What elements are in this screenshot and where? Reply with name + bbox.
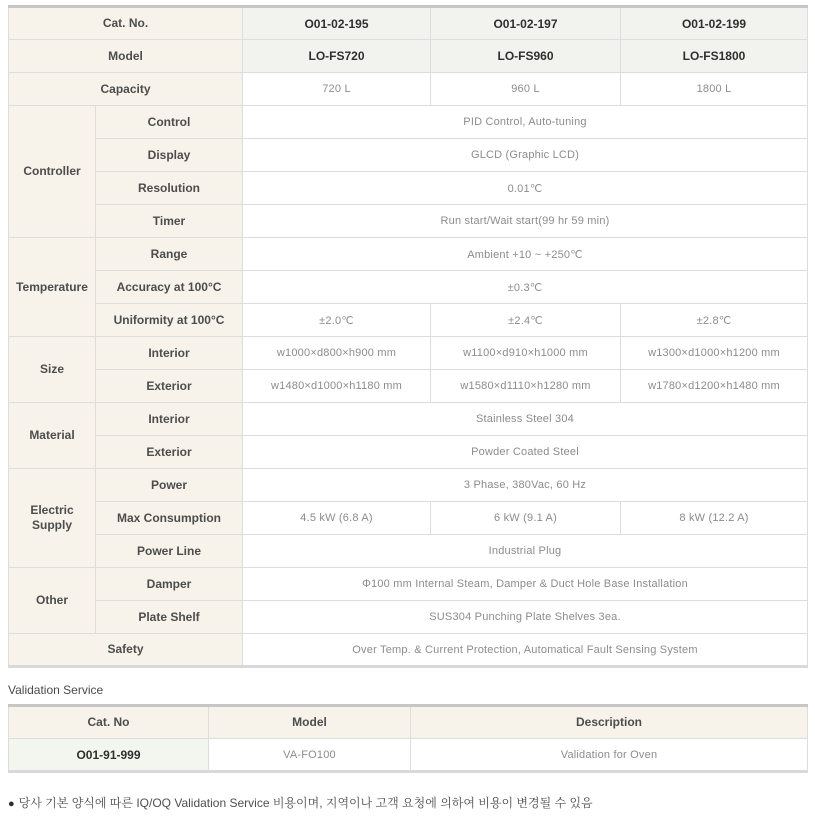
validation-header-description: Description: [411, 706, 808, 739]
power-line-value: Industrial Plug: [243, 535, 808, 568]
uniformity-value-3: ±2.8℃: [621, 304, 808, 337]
row-range: [9, 238, 808, 271]
control-value: PID Control, Auto-tuning: [243, 106, 808, 139]
display-value: GLCD (Graphic LCD): [243, 139, 808, 172]
range-label: Range: [96, 238, 243, 271]
size-exterior-label: Exterior: [96, 370, 243, 403]
validation-table: [8, 704, 808, 773]
row-damper: [9, 568, 808, 601]
validation-header-cat-no: Cat. No: [9, 706, 209, 739]
power-line-label: Power Line: [96, 535, 243, 568]
row-max-consumption: [9, 502, 808, 535]
validation-section-title: Validation Service: [8, 683, 104, 697]
row-power: [9, 469, 808, 502]
row-cat-no: [9, 7, 808, 40]
material-interior-value: Stainless Steel 304: [243, 403, 808, 436]
max-consumption-value-2: 6 kW (9.1 A): [431, 502, 621, 535]
capacity-value-2: 960 L: [431, 73, 621, 106]
group-label-size: Size: [9, 337, 96, 403]
size-interior-value-3: w1300×d1000×h1200 mm: [621, 337, 808, 370]
damper-value: Φ100 mm Internal Steam, Damper & Duct Hole Base Installation: [243, 568, 808, 601]
group-label-temperature: Temperature: [9, 238, 96, 337]
size-interior-value-2: w1100×d910×h1000 mm: [431, 337, 621, 370]
material-interior-label: Interior: [96, 403, 243, 436]
group-label-electric-supply: Electric Supply: [9, 469, 96, 568]
safety-value: Over Temp. & Current Protection, Automatical Fault Sensing System: [243, 634, 808, 667]
row-timer: [9, 205, 808, 238]
cat-no-value-2: O01-02-197: [431, 7, 621, 40]
range-value: Ambient +10 ~ +250℃: [243, 238, 808, 271]
row-capacity: [9, 73, 808, 106]
plate-shelf-label: Plate Shelf: [96, 601, 243, 634]
bullet-icon: ●: [8, 798, 15, 810]
validation-header-model: Model: [209, 706, 411, 739]
group-label-other: Other: [9, 568, 96, 634]
max-consumption-value-3: 8 kW (12.2 A): [621, 502, 808, 535]
validation-cat-no-value: O01-91-999: [9, 739, 209, 772]
row-uniformity: [9, 304, 808, 337]
uniformity-value-1: ±2.0℃: [243, 304, 431, 337]
capacity-label: Capacity: [9, 73, 243, 106]
resolution-label: Resolution: [96, 172, 243, 205]
row-size-exterior: [9, 370, 808, 403]
group-label-material: Material: [9, 403, 96, 469]
footnote: [8, 794, 807, 811]
material-exterior-label: Exterior: [96, 436, 243, 469]
max-consumption-value-1: 4.5 kW (6.8 A): [243, 502, 431, 535]
row-plate-shelf: [9, 601, 808, 634]
power-value: 3 Phase, 380Vac, 60 Hz: [243, 469, 808, 502]
group-label-controller: Controller: [9, 106, 96, 238]
timer-value: Run start/Wait start(99 hr 59 min): [243, 205, 808, 238]
model-value-3: LO-FS1800: [621, 40, 808, 73]
size-interior-label: Interior: [96, 337, 243, 370]
row-material-interior: [9, 403, 808, 436]
model-value-1: LO-FS720: [243, 40, 431, 73]
display-label: Display: [96, 139, 243, 172]
row-size-interior: [9, 337, 808, 370]
uniformity-value-2: ±2.4℃: [431, 304, 621, 337]
resolution-value: 0.01℃: [243, 172, 808, 205]
validation-model-value: VA-FO100: [209, 739, 411, 772]
cat-no-value-1: O01-02-195: [243, 7, 431, 40]
row-display: [9, 139, 808, 172]
safety-label: Safety: [9, 634, 243, 667]
plate-shelf-value: SUS304 Punching Plate Shelves 3ea.: [243, 601, 808, 634]
size-exterior-value-3: w1780×d1200×h1480 mm: [621, 370, 808, 403]
model-value-2: LO-FS960: [431, 40, 621, 73]
validation-description-value: Validation for Oven: [411, 739, 808, 772]
row-power-line: [9, 535, 808, 568]
max-consumption-label: Max Consumption: [96, 502, 243, 535]
accuracy-value: ±0.3℃: [243, 271, 808, 304]
uniformity-label: Uniformity at 100°C: [96, 304, 243, 337]
capacity-value-1: 720 L: [243, 73, 431, 106]
row-material-exterior: [9, 436, 808, 469]
size-interior-value-1: w1000×d800×h900 mm: [243, 337, 431, 370]
row-control: [9, 106, 808, 139]
product-spec-table: [8, 5, 808, 668]
cat-no-value-3: O01-02-199: [621, 7, 808, 40]
size-exterior-value-2: w1580×d1110×h1280 mm: [431, 370, 621, 403]
row-accuracy: [9, 271, 808, 304]
footnote-text: 당사 기본 양식에 따른 IQ/OQ Validation Service 비용이며, 지역이나 고객 요청에 의하여 비용이 변경될 수 있음: [18, 796, 593, 810]
control-label: Control: [96, 106, 243, 139]
accuracy-label: Accuracy at 100°C: [96, 271, 243, 304]
capacity-value-3: 1800 L: [621, 73, 808, 106]
damper-label: Damper: [96, 568, 243, 601]
row-resolution: [9, 172, 808, 205]
row-model: [9, 40, 808, 73]
validation-data-row: [9, 739, 808, 772]
model-label: Model: [9, 40, 243, 73]
validation-header-row: [9, 706, 808, 739]
row-safety: [9, 634, 808, 667]
material-exterior-value: Powder Coated Steel: [243, 436, 808, 469]
size-exterior-value-1: w1480×d1000×h1180 mm: [243, 370, 431, 403]
cat-no-label: Cat. No.: [9, 7, 243, 40]
timer-label: Timer: [96, 205, 243, 238]
power-label: Power: [96, 469, 243, 502]
